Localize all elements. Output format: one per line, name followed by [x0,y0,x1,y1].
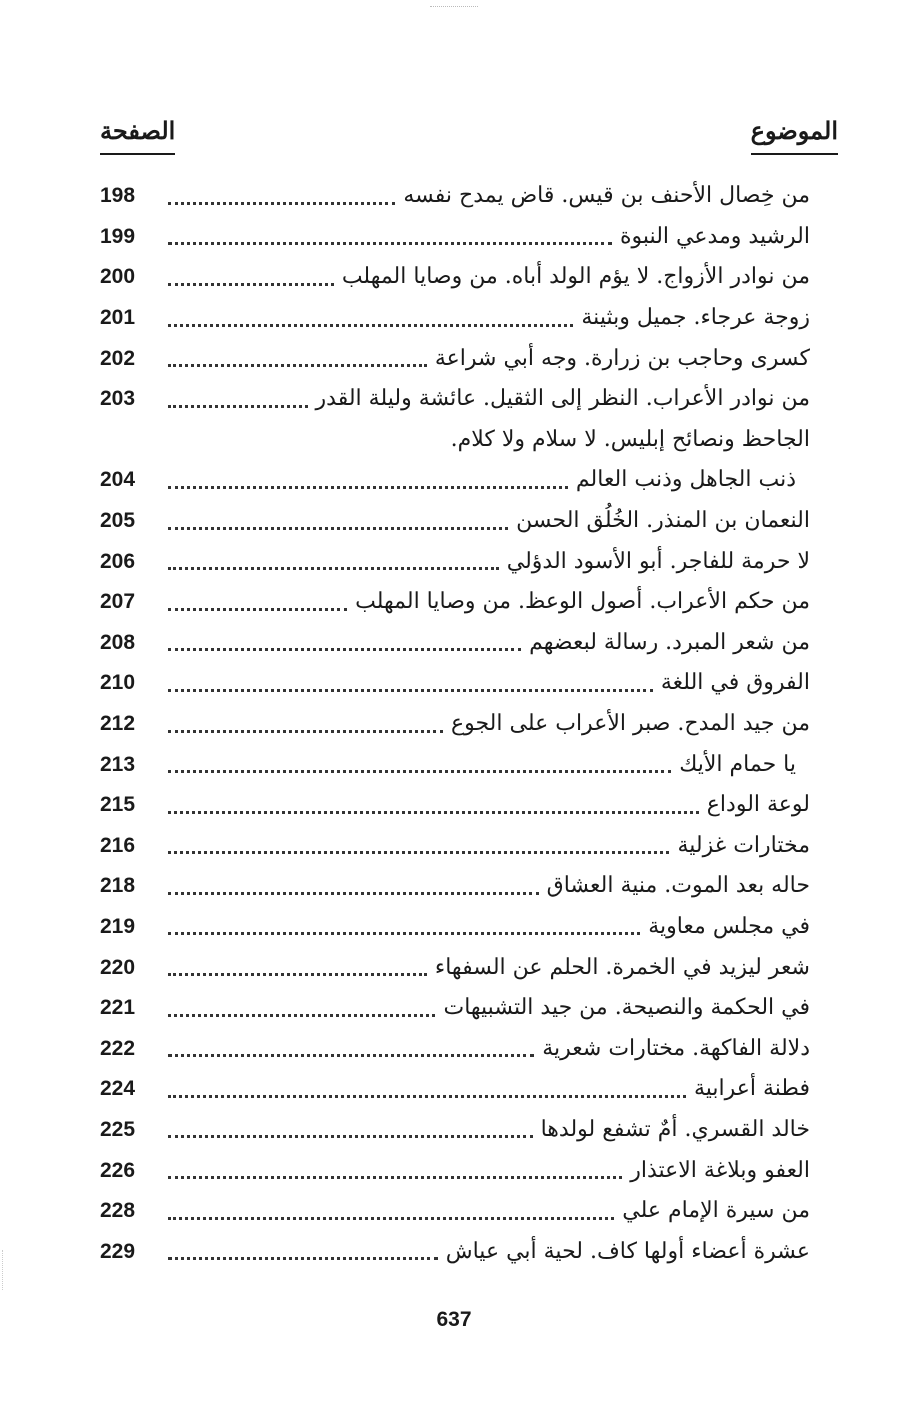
toc-entry [100,988,810,1029]
toc-dot-leader [168,1257,438,1260]
toc-entry [100,907,810,948]
scan-edge-mark [430,6,478,7]
header-topic-label: الموضوع [751,116,838,155]
toc-entry [100,338,810,379]
toc-entry-title: زوجة عرجاء. جميل وبثينة [581,305,810,331]
page-header [100,116,838,162]
toc-entry-page: 218 [100,874,136,898]
toc-entry [100,298,810,339]
toc-entry-title: لا حرمة للفاجر. أبو الأسود الدؤلي [506,548,810,574]
toc-dot-leader [168,973,427,976]
toc-dot-leader [168,892,539,895]
toc-dot-leader [168,1095,686,1098]
toc-entry [100,663,810,704]
toc-entry-title: من شعر المبرد. رسالة لبعضهم [529,629,810,655]
toc-entry-title: في مجلس معاوية [648,913,810,939]
toc-entry-continuation [100,420,810,461]
toc-entry [100,501,810,542]
toc-entry-page: 228 [100,1199,136,1223]
toc-dot-leader [168,851,669,854]
toc-entry-page: 216 [100,833,136,857]
toc-entry-page: 201 [100,306,136,330]
toc-dot-leader [168,1176,622,1179]
toc-entry-page: 202 [100,346,136,370]
toc-entry-title: من جيد المدح. صبر الأعراب على الجوع [450,711,810,737]
toc-dot-leader [168,1054,534,1057]
toc-entry [100,217,810,258]
toc-entry [100,1028,810,1069]
toc-entry [100,379,810,420]
toc-dot-leader [168,527,508,530]
toc-entry-page: 212 [100,712,136,736]
toc-entry-title: مختارات غزلية [677,832,810,858]
toc-entry-title: من خِصال الأحنف بن قيس. قاض يمدح نفسه [403,183,810,209]
toc-entry-page: 224 [100,1077,136,1101]
toc-entry-page: 208 [100,630,136,654]
toc-entry [100,785,810,826]
toc-entry [100,826,810,867]
toc-entry-page: 215 [100,793,136,817]
toc-dot-leader [168,932,640,935]
toc-entry-page: 213 [100,752,136,776]
header-page-label: الصفحة [100,116,175,155]
toc-entry [100,582,810,623]
toc-entry [100,257,810,298]
toc-entry-title: لوعة الوداع [706,792,810,818]
toc-entry [100,744,810,785]
toc-entry-page: 219 [100,914,136,938]
toc-entry-title: خالد القسري. أمٌ تشفع لولدها [540,1116,810,1142]
toc-entry-title: فطنة أعرابية [693,1076,810,1102]
toc-dot-leader [168,202,395,205]
toc-entry [100,866,810,907]
toc-entry-page: 225 [100,1117,136,1141]
toc-dot-leader [168,648,521,651]
toc-entry [100,176,810,217]
toc-entry-page: 210 [100,671,136,695]
toc-entry-page: 220 [100,955,136,979]
toc-entry-page: 206 [100,549,136,573]
toc-dot-leader [168,811,699,814]
toc-entry-page: 222 [100,1036,136,1060]
toc-dot-leader [168,405,308,408]
toc-entry-title: من نوادر الأعراب. النظر إلى الثقيل. عائشة وليلة القدر [315,386,810,412]
toc-dot-leader [168,567,499,570]
toc-entry-title: يا حمام الأيك [679,751,796,777]
toc-dot-leader [168,486,568,489]
toc-entry [100,1110,810,1151]
toc-entry-page: 229 [100,1239,136,1263]
toc-entry [100,623,810,664]
toc-entry-title: العفو وبلاغة الاعتذار [630,1157,810,1183]
toc-dot-leader [168,1135,533,1138]
toc-entry [100,460,810,501]
toc-entry-page: 203 [100,387,136,411]
toc-entry-title: الجاحظ ونصائح إبليس. لا سلام ولا كلام. [450,426,810,452]
toc-entry-page: 207 [100,590,136,614]
toc-dot-leader [168,1217,614,1220]
toc-dot-leader [168,770,671,773]
toc-entry-title: الرشيد ومدعي النبوة [620,223,810,249]
toc-entry-title: الفروق في اللغة [660,670,810,696]
toc-entry-title: من نوادر الأزواج. لا يؤم الولد أباه. من وصايا المهلب [341,264,810,290]
toc-entry [100,1231,810,1272]
toc-entry-title: كسرى وحاجب بن زرارة. وجه أبي شراعة [434,345,810,371]
toc-entry-page: 200 [100,265,136,289]
toc-dot-leader [168,730,443,733]
toc-entry-page: 205 [100,509,136,533]
toc-dot-leader [168,1014,435,1017]
toc-dot-leader [168,364,427,367]
toc-entry [100,1150,810,1191]
toc-dot-leader [168,689,653,692]
toc-entry-title: شعر ليزيد في الخمرة. الحلم عن السفهاء [434,954,810,980]
toc-entry-page: 221 [100,996,136,1020]
toc-entry-title: من حكم الأعراب. أصول الوعظ. من وصايا المهلب [355,589,810,615]
toc-entry-title: النعمان بن المنذر. الخُلُق الحسن [516,508,810,534]
scan-edge-mark [2,1250,6,1290]
toc-entry-title: ذنب الجاهل وذنب العالم [575,467,796,493]
toc-entry-title: عشرة أعضاء أولها كاف. لحية أبي عياش [445,1238,810,1264]
toc-dot-leader [168,242,612,245]
toc-entry [100,1069,810,1110]
toc-entry [100,1191,810,1232]
toc-entry-title: دلالة الفاكهة. مختارات شعرية [542,1035,810,1061]
toc-entry-title: حاله بعد الموت. منية العشاق [546,873,810,899]
toc-entry-page: 198 [100,184,136,208]
toc-entry-page: 204 [100,468,136,492]
toc-entry-title: من سيرة الإمام علي [622,1198,810,1224]
toc-entry [100,947,810,988]
toc-entry-page: 226 [100,1158,136,1182]
toc-entry-page: 199 [100,224,136,248]
toc-dot-leader [168,283,334,286]
toc-entry-title: في الحكمة والنصيحة. من جيد التشبيهات [443,995,810,1021]
toc-entry [100,704,810,745]
table-of-contents [100,176,810,1272]
page-number: 637 [436,1308,472,1331]
toc-entry [100,541,810,582]
toc-dot-leader [168,608,347,611]
toc-dot-leader [168,324,573,327]
